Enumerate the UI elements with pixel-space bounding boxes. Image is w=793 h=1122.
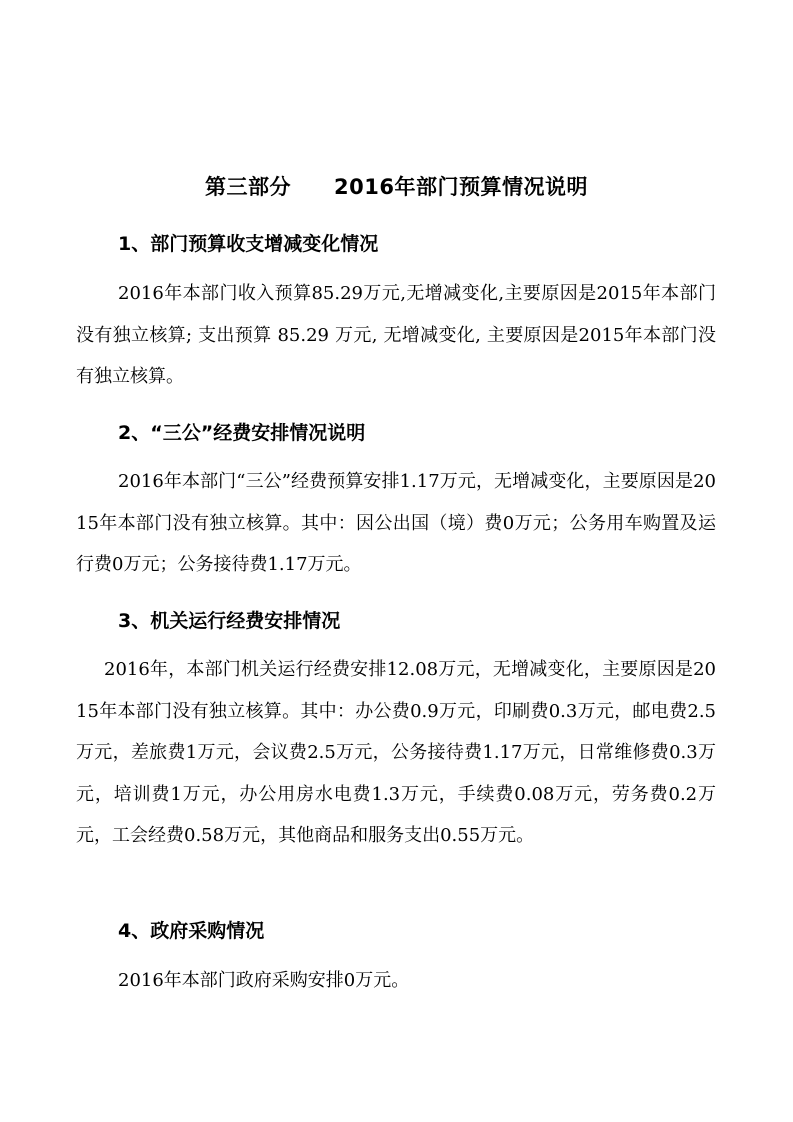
section-2-heading: 2、“三公”经费安排情况说明 [118,422,366,444]
section-1-heading: 1、部门预算收支增减变化情况 [118,233,379,255]
section-2-paragraph: 2016年本部门“三公”经费预算安排1.17万元，无增减变化，主要原因是2015年本部门没有独立核算。其中：因公出国（境）费0万元；公务用车购置及运行费0万元；公务接待费1.17万元。 [76,471,716,575]
document-title: 第三部分 2016年部门预算情况说明 [205,175,588,199]
section-3-paragraph: 2016年，本部门机关运行经费安排12.08万元，无增减变化，主要原因是2015年本部门没有独立核算。其中：办公费0.9万元，印刷费0.3万元，邮电费2.5万元，差旅费1万元，会议费2.5万元，公务接待费1.17万元，日常维修费0.3万元，培训费1万元，办公用房水电费1.3万元，手续费0.08万元，劳务费0.2万元，工会经费0.58万元，其他商品和服务支出0.55万元。 [76,659,716,846]
section-1-paragraph: 2016年本部门收入预算85.29万元,无增减变化,主要原因是2015年本部门没有独立核算; 支出预算 85.29 万元, 无增减变化, 主要原因是2015年本部门没有独立核算。 [76,283,716,387]
section-3-heading: 3、机关运行经费安排情况 [118,610,341,632]
section-4-heading: 4、政府采购情况 [118,920,265,942]
section-4-paragraph: 2016年本部门政府采购安排0万元。 [118,970,410,991]
